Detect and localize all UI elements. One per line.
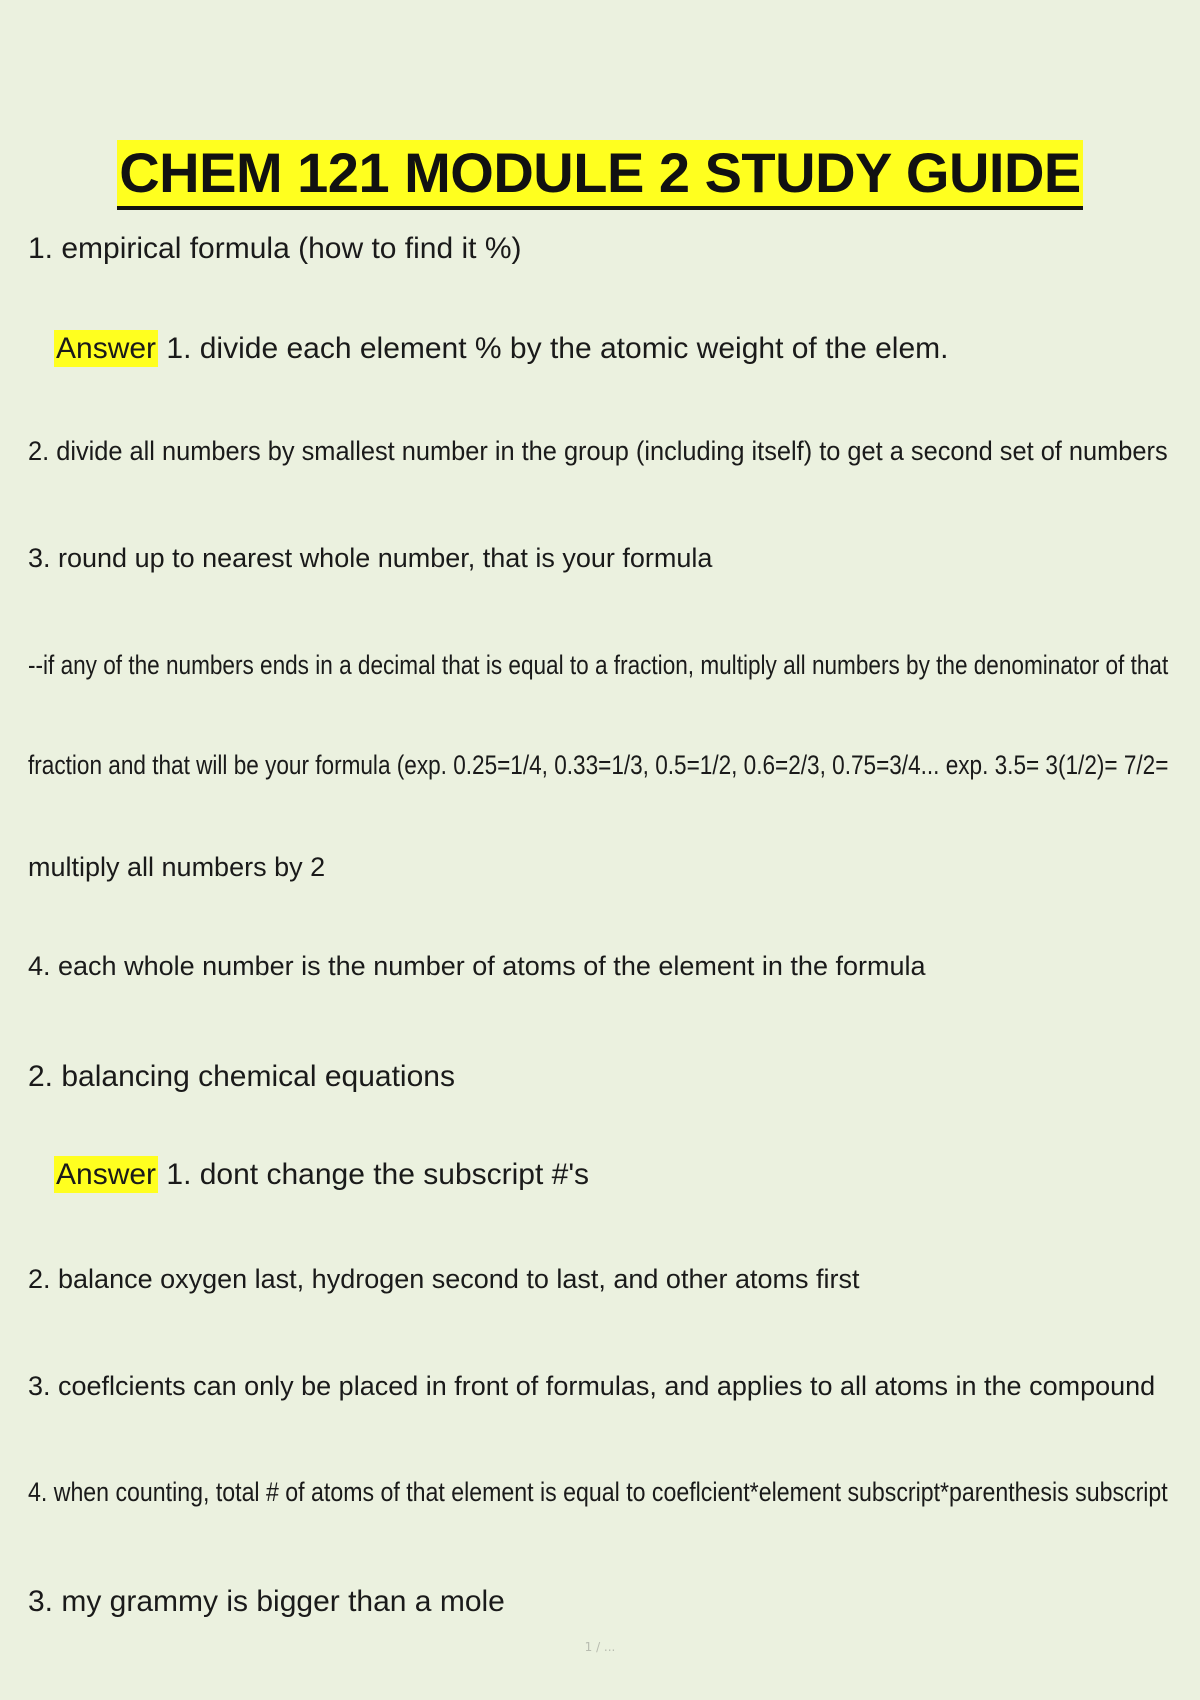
answer-2-first-step: 1. dont change the subscript #'s <box>166 1158 590 1191</box>
answer-2 <box>54 1158 589 1192</box>
answer-2-step-3: 3. coeflcients can only be placed in front of formulas, and applies to all atoms in the compound <box>28 1371 1156 1401</box>
answer-1-step-2: 2. divide all numbers by smallest number in the group (including itself) to get a second set of numbers <box>28 436 1168 466</box>
question-1: 1. empirical formula (how to find it %) <box>28 232 522 265</box>
answer-1 <box>54 332 949 366</box>
answer-label: Answer <box>56 1158 157 1191</box>
answer-label: Answer <box>56 332 157 365</box>
question-3: 3. my grammy is bigger than a mole <box>28 1585 505 1618</box>
question-2: 2. balancing chemical equations <box>28 1060 455 1093</box>
answer-1-note-line-2: fraction and that will be your formula (exp. 0.25=1/4, 0.33=1/3, 0.5=1/2, 0.6=2/3, 0.75=3/4... exp. 3.5= 3(1/2)= 7/2= <box>28 750 1169 780</box>
answer-1-note-line-3: multiply all numbers by 2 <box>28 852 326 882</box>
document-title: CHEM 121 MODULE 2 STUDY GUIDE <box>117 140 1083 210</box>
answer-2-step-4: 4. when counting, total # of atoms of that element is equal to coeflcient*element subscript*parenthesis subscript <box>28 1477 1168 1507</box>
answer-1-step-3: 3. round up to nearest whole number, that is your formula <box>28 543 713 573</box>
answer-2-step-2: 2. balance oxygen last, hydrogen second to last, and other atoms first <box>28 1264 860 1294</box>
answer-1-first-step: 1. divide each element % by the atomic weight of the elem. <box>166 332 949 365</box>
title-container <box>0 140 1200 210</box>
page-number: 1 / ... <box>584 1640 616 1654</box>
answer-1-step-4: 4. each whole number is the number of atoms of the element in the formula <box>28 951 926 981</box>
answer-1-note-line-1: --if any of the numbers ends in a decimal that is equal to a fraction, multiply all numbers by the denominator of that <box>28 650 1169 680</box>
